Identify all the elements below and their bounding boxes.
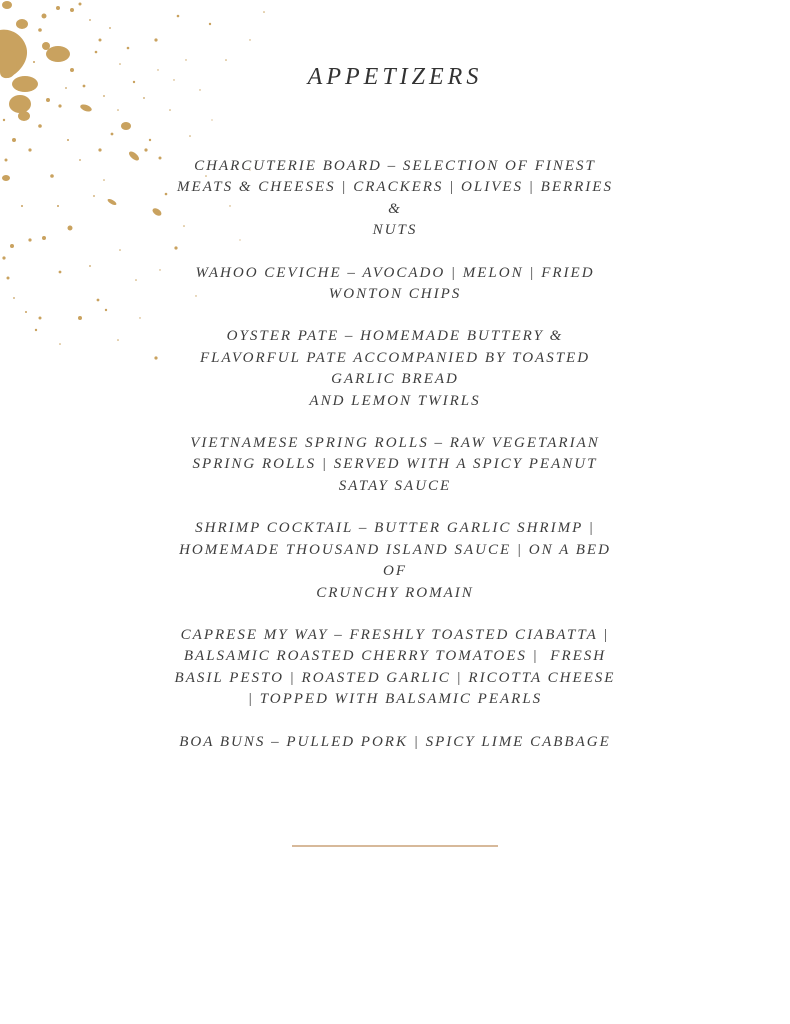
menu-item-line: OF — [383, 563, 407, 580]
menu-item-line: CRUNCHY ROMAIN — [316, 584, 474, 601]
menu-item-line: SPRING ROLLS | SERVED WITH A SPICY PEANUT — [192, 456, 598, 473]
menu-item — [170, 625, 620, 711]
menu-item-line: | TOPPED WITH BALSAMIC PEARLS — [247, 691, 543, 708]
menu-item-line: VIETNAMESE SPRING ROLLS – RAW VEGETARIAN — [190, 435, 600, 452]
divider-line — [292, 845, 498, 847]
menu-item-line: SHRIMP COCKTAIL – BUTTER GARLIC SHRIMP | — [195, 520, 595, 537]
menu-item-line: WONTON CHIPS — [328, 286, 462, 303]
menu-item-line: GARLIC BREAD — [331, 371, 459, 388]
menu-item-line: HOMEMADE THOUSAND ISLAND SAUCE | ON A BED — [179, 541, 611, 558]
menu-item-line: AND LEMON TWIRLS — [309, 392, 481, 409]
menu-item-line: & — [388, 200, 402, 217]
menu-item — [170, 156, 620, 242]
menu-item-line: CAPRESE MY WAY – FRESHLY TOASTED CIABATTA | — [180, 626, 610, 643]
menu-item-line: CHARCUTERIE BOARD – SELECTION OF FINEST — [194, 158, 596, 174]
menu-item-line: FLAVORFUL PATE ACCOMPANIED BY TOASTED — [199, 349, 591, 366]
menu-item-line: NUTS — [372, 222, 418, 239]
menu-item — [170, 433, 620, 497]
menu-item — [170, 263, 620, 306]
menu-item-line: WAHOO CEVICHE – AVOCADO | MELON | FRIED — [195, 264, 595, 281]
menu-item-line: MEATS & CHEESES | CRACKERS | OLIVES | BERRIES — [177, 179, 613, 196]
menu-item-line: BALSAMIC ROASTED CHERRY TOMATOES | FRESH — [183, 648, 607, 665]
menu-items — [170, 156, 620, 774]
section-title: APPETIZERS — [307, 64, 483, 90]
menu-item-line: BASIL PESTO | ROASTED GARLIC | RICOTTA CHEESE — [174, 669, 616, 686]
menu-item — [170, 326, 620, 412]
menu-item — [170, 732, 620, 753]
menu-item-line: BOA BUNS – PULLED PORK | SPICY LIME CABBAGE — [179, 733, 611, 750]
menu-item — [170, 518, 620, 604]
menu-item-line: SATAY SAUCE — [338, 477, 452, 494]
menu-item-line: OYSTER PATE – HOMEMADE BUTTERY & — [226, 328, 564, 345]
